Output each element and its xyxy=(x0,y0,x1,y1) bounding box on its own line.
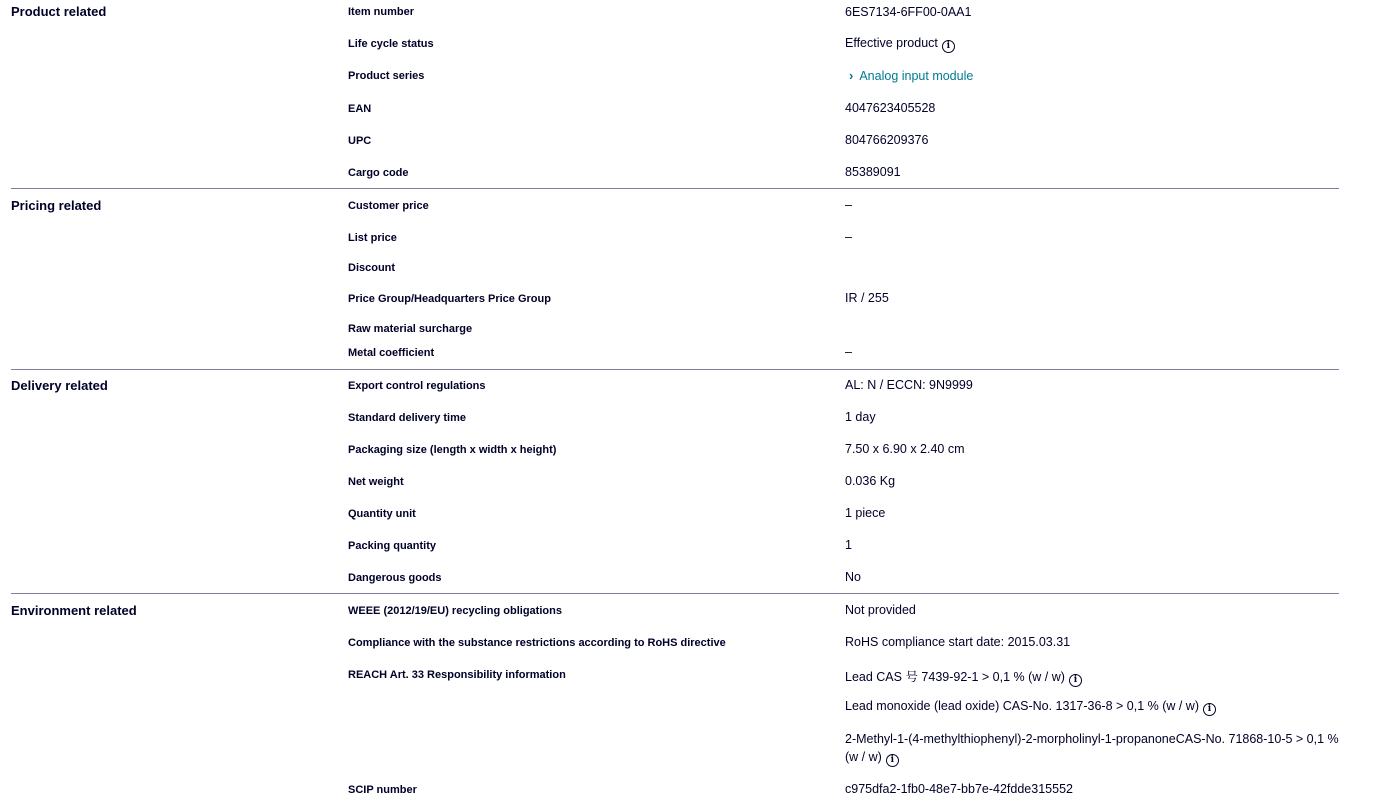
info-icon[interactable]: i xyxy=(886,754,899,767)
reach-lead-text: Lead CAS 号 7439-92-1 > 0,1 % (w / w) xyxy=(845,670,1065,684)
row-label-metal-coefficient: Metal coefficient xyxy=(348,347,435,359)
row-label-ean: EAN xyxy=(348,103,372,115)
row-label-cargo-code: Cargo code xyxy=(348,167,409,179)
row-label-customer-price: Customer price xyxy=(348,200,429,212)
row-label-reach: REACH Art. 33 Responsibility information xyxy=(348,669,566,681)
row-label-standard-delivery-time: Standard delivery time xyxy=(348,412,466,424)
row-value-reach-methyl xyxy=(845,730,1340,767)
row-label-upc: UPC xyxy=(348,135,372,147)
row-label-life-cycle-status: Life cycle status xyxy=(348,38,434,50)
section-title: Environment related xyxy=(11,603,137,618)
row-label-packing-quantity: Packing quantity xyxy=(348,540,437,552)
row-value-metal-coefficient: – xyxy=(845,345,852,359)
reach-methyl-text: 2-Methyl-1-(4-methylthiophenyl)-2-morpholinyl-1-propanoneCAS-No. 71868-10-5 > 0,1 % (w / w) xyxy=(845,732,1339,764)
row-value-standard-delivery-time: 1 day xyxy=(845,410,876,424)
row-label-discount: Discount xyxy=(348,262,396,274)
row-value-price-group: IR / 255 xyxy=(845,291,889,305)
row-value-packaging-size: 7.50 x 6.90 x 2.40 cm xyxy=(845,442,965,456)
row-label-quantity-unit: Quantity unit xyxy=(348,508,416,520)
row-value-cargo-code: 85389091 xyxy=(845,165,901,179)
row-value-reach-lead-monoxide xyxy=(845,699,1216,716)
row-label-raw-material-surcharge: Raw material surcharge xyxy=(348,323,473,335)
section-divider xyxy=(11,188,1339,189)
section-divider xyxy=(11,593,1339,594)
row-value-net-weight: 0.036 Kg xyxy=(845,474,896,488)
row-label-net-weight: Net weight xyxy=(348,476,404,488)
section-title: Product related xyxy=(11,4,107,19)
section-divider xyxy=(11,369,1339,370)
row-label-rohs: Compliance with the substance restrictions according to RoHS directive xyxy=(348,637,726,649)
row-value-item-number: 6ES7134-6FF00-0AA1 xyxy=(845,5,972,19)
row-label-dangerous-goods: Dangerous goods xyxy=(348,572,442,584)
row-value-scip-number: c975dfa2-1fb0-48e7-bb7e-42fdde315552 xyxy=(845,782,1073,796)
row-value-ean: 4047623405528 xyxy=(845,101,936,115)
row-value-life-cycle-status xyxy=(845,36,955,53)
info-icon[interactable]: i xyxy=(942,40,955,53)
row-label-packaging-size: Packaging size (length x width x height) xyxy=(348,444,557,456)
row-label-scip-number: SCIP number xyxy=(348,784,417,796)
info-icon[interactable]: i xyxy=(1203,703,1216,716)
row-value-product-series xyxy=(845,68,973,83)
row-label-item-number: Item number xyxy=(348,6,415,18)
reach-lead-monoxide-text: Lead monoxide (lead oxide) CAS-No. 1317-36-8 > 0,1 % (w / w) xyxy=(845,699,1199,713)
section-title: Delivery related xyxy=(11,378,108,393)
row-value-weee: Not provided xyxy=(845,603,916,617)
row-value-packing-quantity: 1 xyxy=(845,538,852,552)
row-value-upc: 804766209376 xyxy=(845,133,929,147)
row-label-weee: WEEE (2012/19/EU) recycling obligations xyxy=(348,605,562,617)
product-series-link[interactable]: Analog input module xyxy=(859,69,974,83)
row-label-list-price: List price xyxy=(348,232,397,244)
row-label-export-control: Export control regulations xyxy=(348,380,486,392)
row-label-price-group: Price Group/Headquarters Price Group xyxy=(348,293,551,305)
row-value-quantity-unit: 1 piece xyxy=(845,506,886,520)
row-value-customer-price: – xyxy=(845,198,852,212)
row-value-list-price: – xyxy=(845,230,852,244)
info-icon[interactable]: i xyxy=(1069,674,1082,687)
row-label-product-series: Product series xyxy=(348,70,425,82)
life-cycle-status-text: Effective product xyxy=(845,36,938,50)
row-value-rohs: RoHS compliance start date: 2015.03.31 xyxy=(845,635,1071,649)
row-value-export-control: AL: N / ECCN: 9N9999 xyxy=(845,378,973,392)
row-value-reach-lead xyxy=(845,667,1082,687)
chevron-right-icon: › xyxy=(849,68,854,83)
row-value-dangerous-goods: No xyxy=(845,570,861,584)
section-title: Pricing related xyxy=(11,198,102,213)
